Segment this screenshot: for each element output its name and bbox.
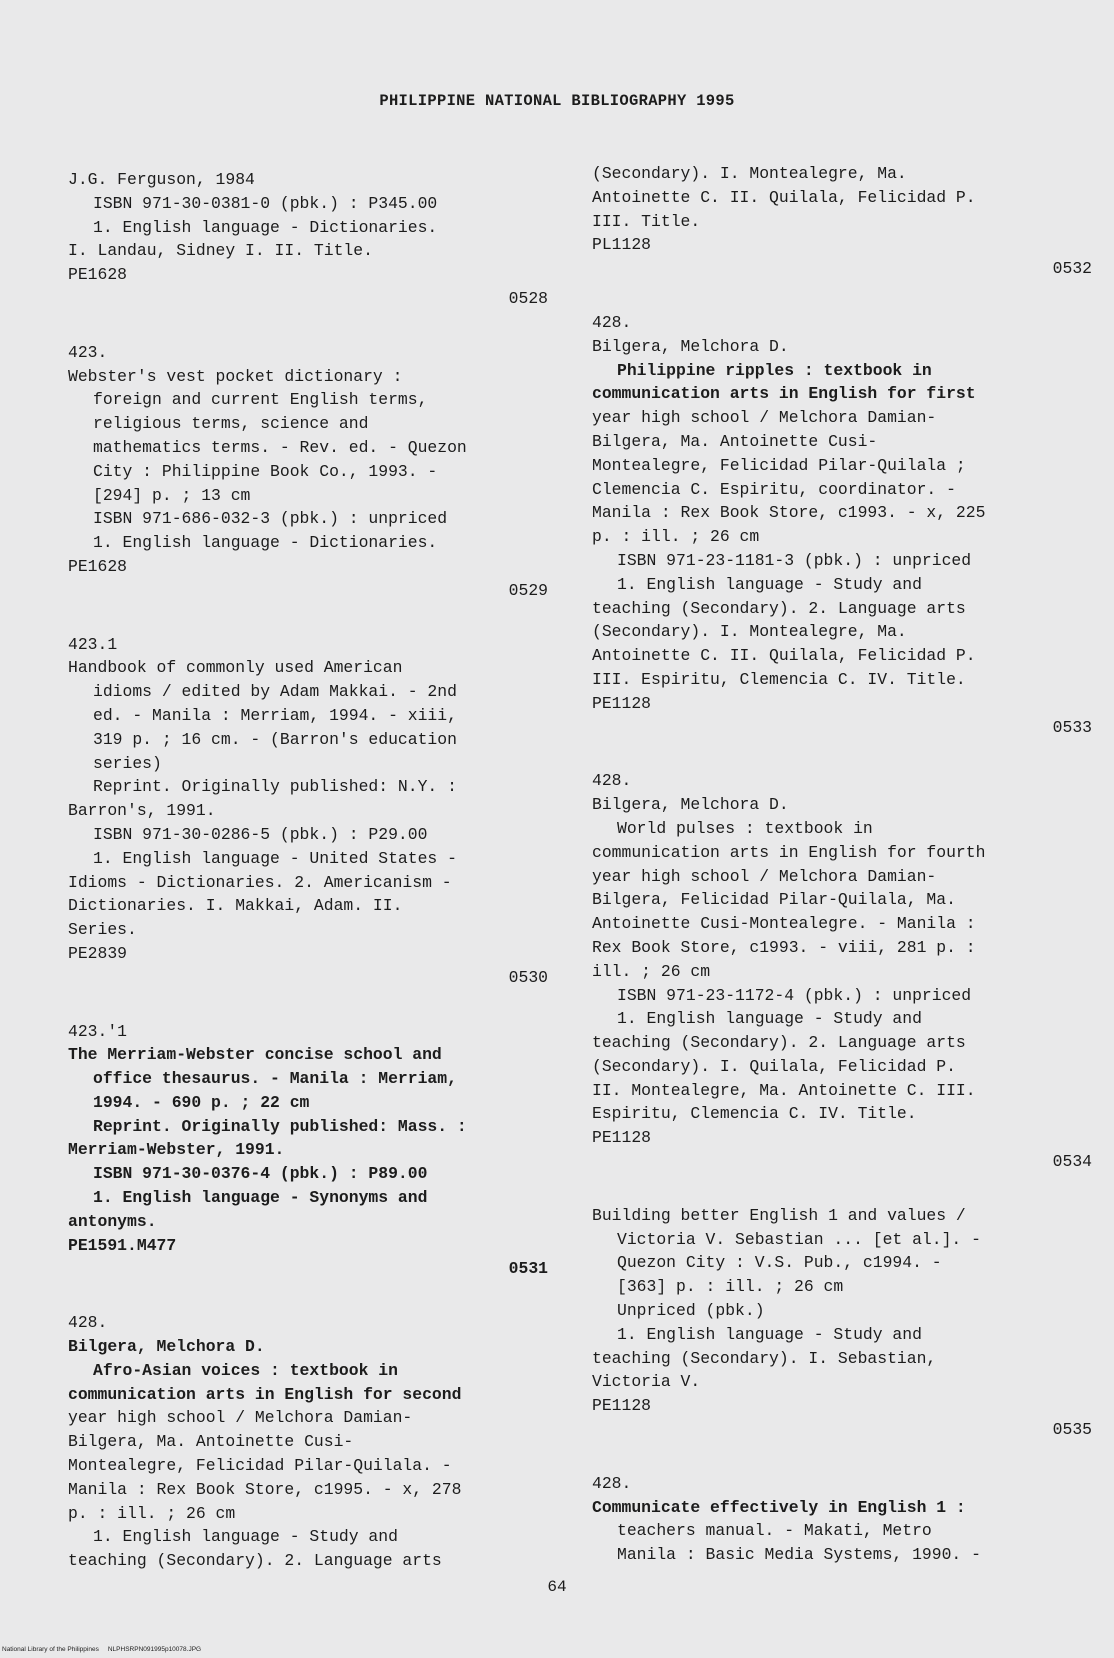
subjects: Espiritu, Clemencia C. IV. Title. (592, 1104, 917, 1124)
entry-text: Bilgera, Ma. Antoinette Cusi- (592, 431, 878, 451)
call-number: PE2839 (68, 943, 128, 963)
class-number: 423.1 (68, 634, 118, 654)
entry-text: Manila : Rex Book Store, c1993. - x, 225 (592, 503, 986, 523)
entry-text: teachers manual. - Makati, Metro (617, 1521, 932, 1541)
subjects: antonyms. (68, 1211, 157, 1231)
note: Reprint. Originally published: Mass. : (93, 1116, 467, 1136)
entry-0529 (68, 341, 548, 603)
note: Barron's, 1991. (68, 801, 216, 821)
entry-number: 0533 (1052, 717, 1092, 737)
page-title: PHILIPPINE NATIONAL BIBLIOGRAPHY 1995 (379, 92, 735, 110)
entry-text: year high school / Melchora Damian- (592, 408, 937, 428)
class-number: 423.'1 (68, 1021, 128, 1041)
entry-text: Bilgera, Ma. Antoinette Cusi- (68, 1432, 354, 1452)
entry-text: Handbook of commonly used American (68, 658, 403, 678)
class-number: 428. (592, 771, 632, 791)
entry-text: J.G. Ferguson, 1984 (68, 170, 255, 189)
entry-0528 (68, 168, 548, 311)
isbn: ISBN 971-30-0381-0 (pbk.) : P345.00 (93, 193, 438, 213)
entry-text: Montealegre, Felicidad Pilar-Quilala. - (68, 1456, 452, 1476)
call-number: PE1628 (68, 556, 128, 576)
subjects: Victoria V. (592, 1372, 701, 1392)
isbn: ISBN 971-23-1181-3 (pbk.) : unpriced (617, 550, 972, 570)
left-column (68, 168, 548, 1573)
subjects: III. Espiritu, Clemencia C. IV. Title. (592, 669, 966, 689)
subjects: 1. English language - Study and (617, 1009, 922, 1029)
entry-0531 (68, 1020, 548, 1282)
subjects: 1. English language - Synonyms and (93, 1188, 428, 1208)
class-number: 428. (68, 1313, 108, 1333)
entry-text: p. : ill. ; 26 cm (68, 1503, 236, 1523)
call-number: PE1128 (592, 1128, 652, 1148)
subjects: 1. English language - Study and (617, 574, 922, 594)
subjects: Dictionaries. I. Makkai, Adam. II. (68, 896, 403, 916)
subjects: 1. English language - Study and (617, 1324, 922, 1344)
entry-text: [294] p. ; 13 cm (93, 485, 251, 505)
entry-0532-end (592, 162, 1092, 281)
class-number: 423. (68, 342, 108, 362)
author: Bilgera, Melchora D. (592, 336, 789, 356)
entry-text: year high school / Melchora Damian- (68, 1408, 413, 1428)
subjects: teaching (Secondary). 2. Language arts (592, 598, 966, 618)
call-number: PE1628 (68, 265, 128, 285)
call-number: PE1591.M477 (68, 1235, 177, 1255)
entry-text: Victoria V. Sebastian ... [et al.]. - (617, 1229, 981, 1249)
entry-text: Rex Book Store, c1993. - viii, 281 p. : (592, 937, 976, 957)
entry-text: foreign and current English terms, (93, 390, 428, 410)
entry-text: The Merriam-Webster concise school and (68, 1045, 442, 1065)
entry-text: Manila : Basic Media Systems, 1990. - (617, 1545, 981, 1565)
isbn: ISBN 971-686-032-3 (pbk.) : unpriced (93, 509, 448, 529)
subjects: III. Title. (592, 211, 701, 231)
entry-0534 (592, 769, 1092, 1174)
right-column (592, 162, 1092, 1567)
entry-text: year high school / Melchora Damian- (592, 866, 937, 886)
class-number: 428. (592, 312, 632, 332)
entry-text: office thesaurus. - Manila : Merriam, (93, 1069, 457, 1089)
entry-text: communication arts in English for second (68, 1384, 462, 1404)
call-number: PL1128 (592, 235, 652, 255)
entry-text: communication arts in English for fourth (592, 842, 986, 862)
entry-text: 1994. - 690 p. ; 22 cm (93, 1092, 310, 1112)
entry-text: series) (93, 753, 162, 773)
subjects: II. Montealegre, Ma. Antoinette C. III. (592, 1080, 976, 1100)
subjects: Antoinette C. II. Quilala, Felicidad P. (592, 646, 976, 666)
entry-text: Manila : Rex Book Store, c1995. - x, 278 (68, 1479, 462, 1499)
entry-text: Quezon City : V.S. Pub., c1994. - (617, 1253, 942, 1273)
entry-number: 0530 (508, 967, 548, 987)
entry-text: ed. - Manila : Merriam, 1994. - xiii, (93, 705, 457, 725)
subjects: 1. English language - United States - (93, 848, 457, 868)
entry-number: 0535 (1052, 1420, 1092, 1440)
entry-0532-start (68, 1311, 548, 1573)
isbn: ISBN 971-23-1172-4 (pbk.) : unpriced (617, 985, 972, 1005)
subjects: Antoinette C. II. Quilala, Felicidad P. (592, 187, 976, 207)
entry-text: religious terms, science and (93, 414, 369, 434)
author: Bilgera, Melchora D. (68, 1337, 265, 1357)
entry-text: mathematics terms. - Rev. ed. - Quezon (93, 437, 467, 457)
entry-number: 0529 (508, 580, 548, 600)
entry-0535 (592, 1204, 1092, 1442)
entry-text: communication arts in English for first (592, 384, 976, 404)
scan-footer: National Library of the Philippines NLPHSRPN091995p10078.JPG (2, 1646, 202, 1653)
subjects: (Secondary). I. Quilala, Felicidad P. (592, 1056, 956, 1076)
subjects: teaching (Secondary). 2. Language arts (592, 1033, 966, 1053)
subjects: Idioms - Dictionaries. 2. Americanism - (68, 872, 452, 892)
subjects: 1. English language - Dictionaries. (93, 217, 438, 237)
isbn: ISBN 971-30-0376-4 (pbk.) : P89.00 (93, 1164, 428, 1184)
entry-0533 (592, 311, 1092, 739)
entry-text: Communicate effectively in English 1 : (592, 1497, 966, 1517)
entry-text: City : Philippine Book Co., 1993. - (93, 461, 438, 481)
entry-text: Clemencia C. Espiritu, coordinator. - (592, 479, 956, 499)
class-number: 428. (592, 1473, 632, 1493)
entry-text: Antoinette Cusi-Montealegre. - Manila : (592, 914, 976, 934)
subjects: 1. English language - Study and (93, 1527, 398, 1547)
isbn: ISBN 971-30-0286-5 (pbk.) : P29.00 (93, 824, 428, 844)
subjects: (Secondary). I. Montealegre, Ma. (592, 622, 907, 642)
subjects: Series. (68, 920, 137, 940)
entry-number: 0528 (508, 288, 548, 308)
subjects: 1. English language - Dictionaries. (93, 533, 438, 553)
price: Unpriced (pbk.) (617, 1301, 765, 1321)
entry-text: [363] p. : ill. ; 26 cm (617, 1277, 844, 1297)
entry-0536-start (592, 1472, 1092, 1567)
entry-text: ill. ; 26 cm (592, 961, 711, 981)
entry-number: 0531 (508, 1259, 548, 1279)
entry-text: idioms / edited by Adam Makkai. - 2nd (93, 682, 457, 702)
subjects: I. Landau, Sidney I. II. Title. (68, 241, 373, 261)
page-number: 64 (547, 1578, 567, 1596)
call-number: PE1128 (592, 693, 652, 713)
entry-text: World pulses : textbook in (617, 818, 873, 838)
entry-number: 0534 (1052, 1152, 1092, 1172)
entry-text: p. : ill. ; 26 cm (592, 527, 760, 547)
note: Reprint. Originally published: N.Y. : (93, 777, 457, 797)
entry-text: Philippine ripples : textbook in (617, 360, 932, 380)
entry-text: Webster's vest pocket dictionary : (68, 366, 403, 386)
subjects: teaching (Secondary). I. Sebastian, (592, 1348, 937, 1368)
entry-text: 319 p. ; 16 cm. - (Barron's education (93, 729, 457, 749)
entry-text: Afro-Asian voices : textbook in (93, 1360, 398, 1380)
call-number: PE1128 (592, 1396, 652, 1416)
entry-text: Building better English 1 and values / (592, 1205, 966, 1225)
entry-text: Bilgera, Felicidad Pilar-Quilala, Ma. (592, 890, 956, 910)
entry-0530 (68, 633, 548, 990)
subjects: teaching (Secondary). 2. Language arts (68, 1551, 442, 1571)
subjects: (Secondary). I. Montealegre, Ma. (592, 164, 907, 183)
author: Bilgera, Melchora D. (592, 795, 789, 815)
entry-number: 0532 (1052, 259, 1092, 279)
entry-text: Montealegre, Felicidad Pilar-Quilala ; (592, 455, 966, 475)
note: Merriam-Webster, 1991. (68, 1140, 285, 1160)
